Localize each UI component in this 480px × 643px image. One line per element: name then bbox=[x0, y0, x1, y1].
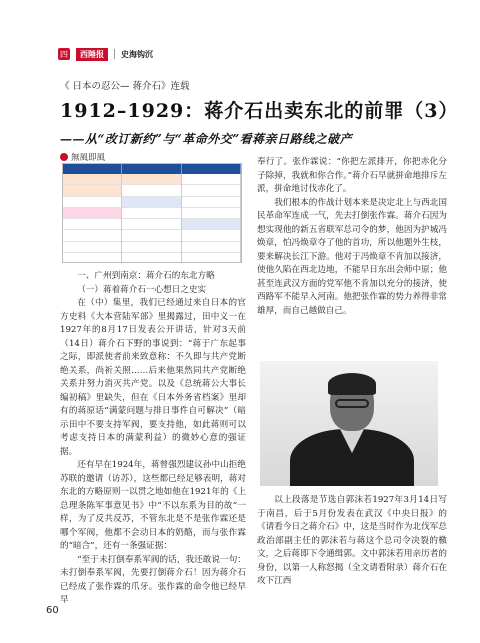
figure-table-header bbox=[63, 164, 241, 174]
page-title: 1912–1929：蒋介石出卖东北的前罪（3） bbox=[60, 100, 459, 122]
series-label: 《 日本の忍公— 蒋介石》连载 bbox=[60, 81, 190, 92]
body-paragraph: 还有早在1924年，蒋曾强烈建议孙中山拒绝苏联的邀请（访苏），这些都已经足够表明，蒋对东北的方略原则一以贯之地如他在1921年的《上总理条陈军事意见书》中“不以东系为目的故”一样，为了反共反苏，不管东北是不是张作霖还是哪个军阀，他都不会动日本的奶酪，而与张作霖的“暗合”，还有一条强证据： bbox=[60, 460, 246, 551]
section-heading: 一、广州到南京：蒋介石的东北方略 bbox=[77, 271, 215, 281]
body-paragraph: 奉行了。张作霖说：“你把左派排开，你把赤化分子除掉，我就和你合作。”蒋介石早就拼命地排斥左派，拼命地讨伐赤化了。 bbox=[257, 157, 447, 194]
subsection-heading: （一）蒋着蒋介石一心想日之史实 bbox=[77, 284, 207, 295]
figure-table-image bbox=[62, 163, 242, 263]
body-paragraph: 在（中）集里，我们已经通过来自日本的官方史料《大本营陆军部》里揭露过，田中义一在1927年的8月17日发表公开讲话，针对3天前（14日）蒋介石下野的事说到：“蒋于广东起事之际，即派使者前来致意称：不久即与共产党断绝关系，尚祈关照……后来他果然同共产党断绝关系并努力消灭共产党。以及《总统蒋公大事长编初稿》里缺失，但在《日本外务省档案》里却有的蒋原话“满蒙问题与排日事件自可解决”（暗示田中不要支持军阀，要支持他，如此蒋则可以考虑支持日本的满蒙利益）的微妙心意的强证据。 bbox=[60, 298, 246, 457]
author-line bbox=[60, 151, 105, 163]
author-name: 無風即風 bbox=[71, 153, 106, 163]
column-name: 史海钩沉 bbox=[121, 49, 153, 59]
portrait-photo bbox=[260, 361, 438, 486]
right-column bbox=[257, 156, 447, 318]
logo-icon: 四 bbox=[60, 49, 68, 59]
body-paragraph: 我们根本的作战计划本来是决定北上与西北国民革命军连成一气，先去打倒张作霖。蒋介石因为想实现他的新五省联军总司令的梦，他因为护城冯焕章，怕冯焕章夺了他的首功，所以他题外生枝，要来解决长江下游。他对于冯焕章不肯加以接济，使他久陷在西北边地，不能早日东出会师中原；他甚至连武汉方面的党军他不肯加以充分的接济，使西路军不能早入河南。他把张作霖的势力养得非常雄厚，而自己越做自己。 bbox=[257, 197, 447, 316]
right-column-bottom bbox=[257, 494, 447, 589]
divider bbox=[114, 49, 115, 59]
masthead bbox=[58, 46, 153, 62]
author-icon bbox=[60, 153, 68, 161]
body-paragraph: 以上段落是节选自郭沫若1927年3月14日写于南昌，后于5月份发表在武汉《中央日报》的《请看今日之蒋介石》中，这是当时作为北伐军总政治部副主任的郭沫若与蒋这个总司令决裂的檄文，之后蒋即下令通缉郭。文中郭沫若用亲历者的身份，以第一人称怒揭（全文请看附录）蒋介石在攻下江西 bbox=[257, 495, 447, 586]
page-subtitle: ——从“改订新约”与“革命外交”看蒋亲日路线之破产 bbox=[60, 132, 353, 146]
left-column bbox=[60, 270, 246, 608]
quote-paragraph: “至于未打倒奉系军阀的话，我还敢说一句：未打倒奉系军阀，先要打倒蒋介石！因为蒋介石已经成了张作霖的爪牙。张作霖的命令他已经早早 bbox=[60, 554, 246, 605]
figure-table-grid bbox=[63, 174, 241, 263]
brand-name: 西陲报 bbox=[76, 48, 108, 61]
page-number: 60 bbox=[46, 605, 59, 616]
